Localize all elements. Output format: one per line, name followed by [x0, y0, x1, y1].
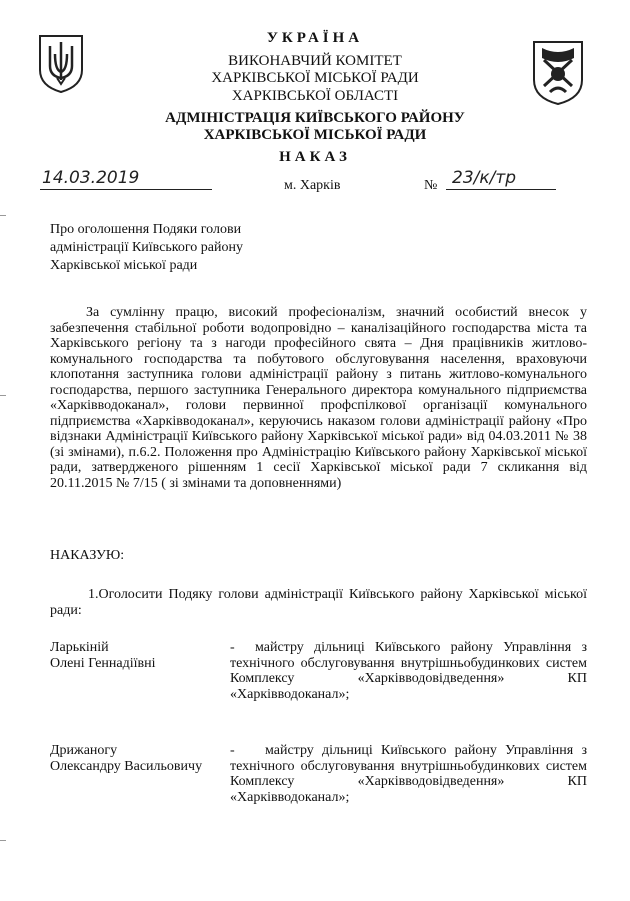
number-underline — [446, 189, 556, 190]
scan-mark — [0, 395, 6, 396]
order-item-1: 1.Оголосити Подяку голови адміністрації Київського району Харківської міської ради: — [50, 587, 587, 618]
person-given-names: Олені Геннадіївні — [50, 656, 156, 671]
scan-mark — [0, 840, 6, 841]
committee-line: ХАРКІВСЬКОЇ ОБЛАСТІ — [231, 88, 399, 104]
country-title: УКРАЇНА — [266, 30, 364, 46]
document-city: м. Харків — [284, 178, 341, 193]
document-subject — [50, 221, 243, 275]
person-name — [50, 640, 156, 672]
number-sign: № — [424, 178, 438, 193]
committee-line: ХАРКІВСЬКОЇ МІСЬКОЇ РАДИ — [211, 70, 419, 86]
order-word: НАКАЗУЮ: — [50, 548, 125, 563]
date-underline — [40, 189, 212, 190]
person-description: майстру дільниці Київського району Управління з технічного обслуговування внутрішньобудинкових систем Комплексу «Харківводовідведення» КП «Харківводоканал»; — [230, 743, 587, 805]
document-date: 14.03.2019 — [42, 168, 140, 188]
person-name — [50, 743, 202, 775]
committee-line: ВИКОНАВЧИЙ КОМІТЕТ — [228, 53, 402, 69]
subject-line: Про оголошення Подяки голови — [50, 222, 242, 237]
document-number: 23/к/тр — [452, 168, 517, 188]
dash: - — [230, 743, 235, 758]
dash: - — [230, 640, 235, 655]
person-surname: Дрижаногу — [50, 743, 118, 758]
subject-line: адміністрації Київського району — [50, 240, 243, 255]
administration-title: АДМІНІСТРАЦІЯ КИЇВСЬКОГО РАЙОНУ — [165, 110, 465, 126]
person-description: майстру дільниці Київського району Управління з технічного обслуговування внутрішньобудинкових систем Комплексу «Харківводовідведення» КП «Харківводоканал»; — [230, 640, 587, 702]
person-given-names: Олександру Васильовичу — [50, 759, 203, 774]
administration-title: ХАРКІВСЬКОЇ МІСЬКОЇ РАДИ — [203, 127, 427, 143]
document-type: НАКАЗ — [279, 149, 351, 165]
person-surname: Ларькіній — [50, 640, 109, 655]
preamble-paragraph: За сумлінну працю, високий професіоналізм, значний особистий внесок у забезпечення стабільної роботи водопровідно – каналізаційного господарства міста та Харківського регіону та з нагоди професійного свята – Дня працівників житлово-комунального господарства та побутового обслуговування населення, враховуючи клопотання заступника голови адміністрації району з питань житлово-комунального господарства, першого заступника Генерального директора комунального підприємства «Харківводоканал», голови первинної профспілкової організації комунального підприємства «Харківводоканал», керуючись наказом голови адміністрації району «Про відзнаки Адміністрації Київського району Харківської міської ради» від 04.03.2011 № 38 (зі змінами), п.6.2. Положення про Адміністрацію Київського району Харківської міської ради, затвердженого рішенням 1 сесії Харківської міської ради 7 скликання від 20.11.2015 № 7/15 ( зі змінами та доповненнями) — [50, 305, 587, 491]
subject-line: Харківської міської ради — [50, 258, 198, 273]
scan-mark — [0, 215, 6, 216]
